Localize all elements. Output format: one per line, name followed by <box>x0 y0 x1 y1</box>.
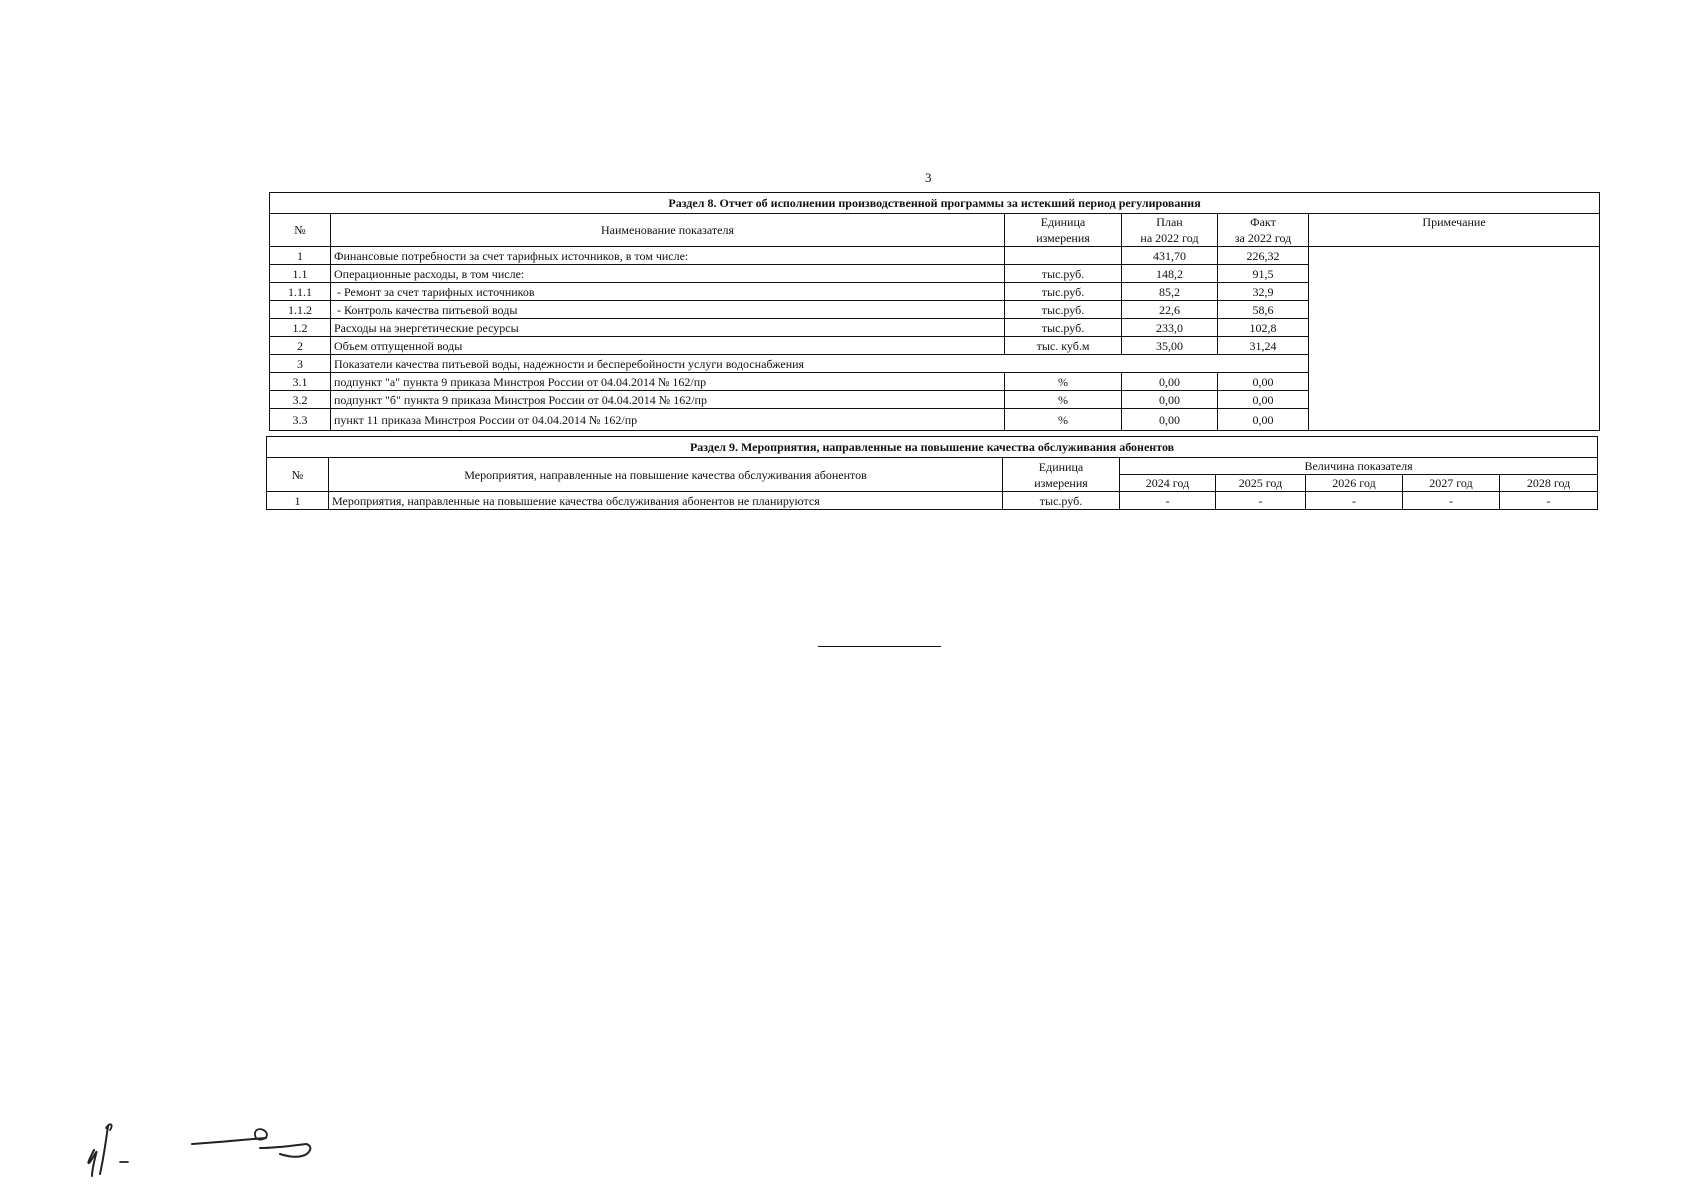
section8-table <box>269 192 1600 431</box>
header-no: № <box>270 214 331 247</box>
row-name: Мероприятия, направленные на повышение качества обслуживания абонентов не планируются <box>329 492 1003 510</box>
header-year: 2028 год <box>1500 475 1598 492</box>
header-year: 2026 год <box>1306 475 1403 492</box>
row-no: 2 <box>270 337 331 355</box>
note-cell <box>1309 247 1600 431</box>
row-name: Показатели качества питьевой воды, надежности и бесперебойности услуги водоснабжения <box>331 355 1309 373</box>
header-fact-line2: за 2022 год <box>1234 231 1292 245</box>
row-no: 3.1 <box>270 373 331 391</box>
row-unit <box>1005 247 1122 265</box>
header-unit-line1: Единица <box>1040 215 1086 229</box>
header-name: Наименование показателя <box>331 214 1005 247</box>
section9-title: Раздел 9. Мероприятия, направленные на повышение качества обслуживания абонентов <box>267 437 1598 458</box>
row-fact: 32,9 <box>1218 283 1309 301</box>
row-value: - <box>1216 492 1306 510</box>
header-name: Мероприятия, направленные на повышение качества обслуживания абонентов <box>329 458 1003 492</box>
row-name: пункт 11 приказа Минстроя России от 04.04.2014 № 162/пр <box>331 409 1005 431</box>
row-no: 3.3 <box>270 409 331 431</box>
row-name: Расходы на энергетические ресурсы <box>331 319 1005 337</box>
row-plan: 35,00 <box>1122 337 1218 355</box>
row-plan: 0,00 <box>1122 391 1218 409</box>
header-year: 2027 год <box>1403 475 1500 492</box>
page-number: 3 <box>925 170 932 185</box>
header-unit-line2: измерения <box>1034 475 1088 490</box>
header-plan <box>1122 214 1218 247</box>
row-plan: 0,00 <box>1122 409 1218 431</box>
header-fact <box>1218 214 1309 247</box>
row-name: Финансовые потребности за счет тарифных источников, в том числе: <box>331 247 1005 265</box>
header-year: 2025 год <box>1216 475 1306 492</box>
row-value: - <box>1500 492 1598 510</box>
header-plan-line2: на 2022 год <box>1140 231 1199 245</box>
row-no: 1 <box>270 247 331 265</box>
header-unit-line2: измерения <box>1036 231 1090 245</box>
row-plan: 148,2 <box>1122 265 1218 283</box>
row-fact: 0,00 <box>1218 373 1309 391</box>
row-fact: 0,00 <box>1218 391 1309 409</box>
row-plan: 85,2 <box>1122 283 1218 301</box>
row-unit: тыс. куб.м <box>1005 337 1122 355</box>
row-fact: 91,5 <box>1218 265 1309 283</box>
row-fact: 102,8 <box>1218 319 1309 337</box>
row-value: - <box>1403 492 1500 510</box>
row-fact: 0,00 <box>1218 409 1309 431</box>
row-unit: % <box>1005 391 1122 409</box>
row-plan: 431,70 <box>1122 247 1218 265</box>
row-plan: 233,0 <box>1122 319 1218 337</box>
row-no: 1.2 <box>270 319 331 337</box>
row-value: - <box>1306 492 1403 510</box>
row-name: - Ремонт за счет тарифных источников <box>331 283 1005 301</box>
closing-rule <box>818 646 941 647</box>
header-unit <box>1003 458 1120 492</box>
row-name: подпункт "а" пункта 9 приказа Минстроя России от 04.04.2014 № 162/пр <box>331 373 1005 391</box>
header-no: № <box>267 458 329 492</box>
row-plan: 0,00 <box>1122 373 1218 391</box>
row-no: 1.1.2 <box>270 301 331 319</box>
row-unit: тыс.руб. <box>1003 492 1120 510</box>
row-name: Операционные расходы, в том числе: <box>331 265 1005 283</box>
row-unit: тыс.руб. <box>1005 265 1122 283</box>
header-unit <box>1005 214 1122 247</box>
row-unit: тыс.руб. <box>1005 283 1122 301</box>
row-unit: тыс.руб. <box>1005 319 1122 337</box>
header-value: Величина показателя <box>1120 458 1598 475</box>
header-year: 2024 год <box>1120 475 1216 492</box>
row-unit: тыс.руб. <box>1005 301 1122 319</box>
row-fact: 31,24 <box>1218 337 1309 355</box>
row-unit: % <box>1005 373 1122 391</box>
row-no: 1.1.1 <box>270 283 331 301</box>
row-no: 1.1 <box>270 265 331 283</box>
row-name: - Контроль качества питьевой воды <box>331 301 1005 319</box>
row-no: 1 <box>267 492 329 510</box>
row-unit: % <box>1005 409 1122 431</box>
section9-table <box>266 436 1598 510</box>
header-unit-line1: Единица <box>1038 459 1084 474</box>
row-fact: 226,32 <box>1218 247 1309 265</box>
header-note: Примечание <box>1309 214 1600 247</box>
row-value: - <box>1120 492 1216 510</box>
row-fact: 58,6 <box>1218 301 1309 319</box>
row-no: 3.2 <box>270 391 331 409</box>
header-fact-line1: Факт <box>1250 215 1276 229</box>
row-plan: 22,6 <box>1122 301 1218 319</box>
section8-title: Раздел 8. Отчет об исполнении производственной программы за истекший период регулирования <box>270 193 1600 214</box>
handwritten-signature <box>80 1100 340 1180</box>
row-name: подпункт "б" пункта 9 приказа Минстроя России от 04.04.2014 № 162/пр <box>331 391 1005 409</box>
header-plan-line1: План <box>1156 215 1183 229</box>
row-no: 3 <box>270 355 331 373</box>
row-name: Объем отпущенной воды <box>331 337 1005 355</box>
